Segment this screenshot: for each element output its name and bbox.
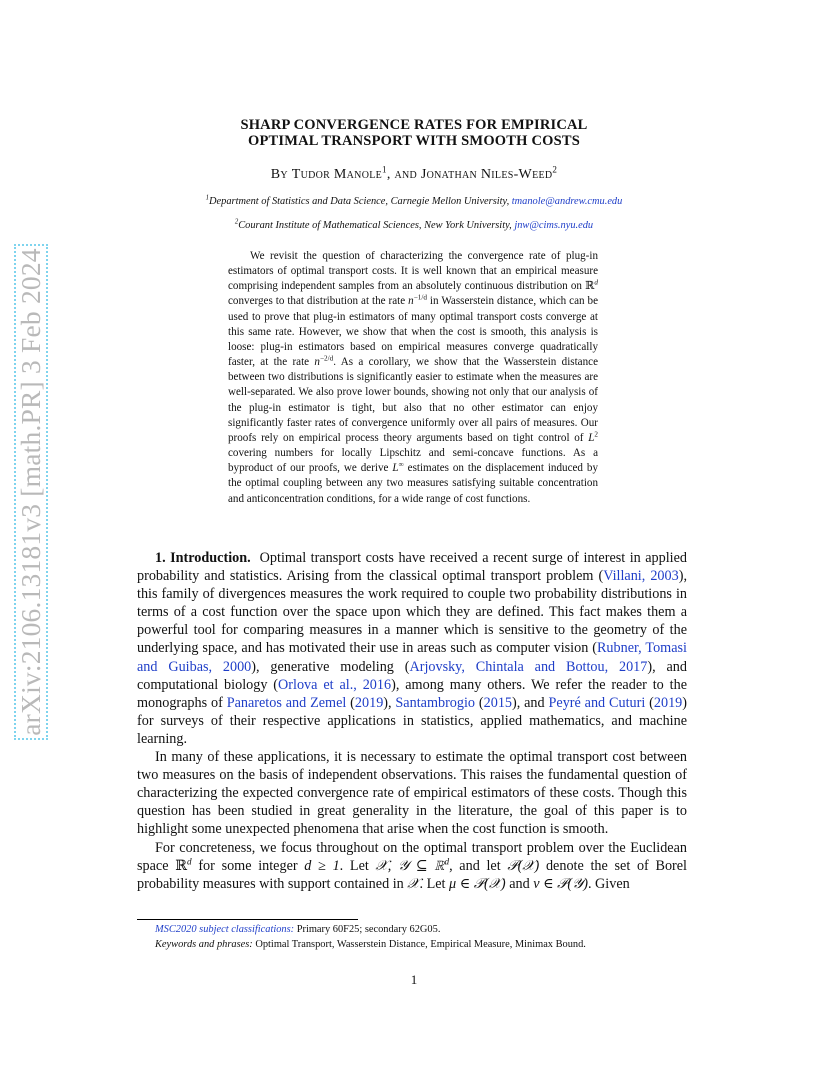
abstract-text: We revisit the question of characterizing the convergence rate of plug-in estimators of optimal transport costs. It is well known that an empirical measure comprising independent samples from an absolutely continuous distribution on ℝ$^d$ converges to that distribution at the rate $n^{-1/d}$ in Wasserstein distance, which can be used to prove that plug-in estimators of many optimal transport costs converge at this same rate. However, we show that when the cost is smooth, this analysis is loose: plug-in estimators based on empirical measures converge quadratically faster, at the rate $n^{-2/d}$. As a corollary, we show that the Wasserstein distance between two distributions is significantly easier to estimate when the measures are well-separated. We also prove lower bounds, showing not only that our analysis of the plug-in estimator is tight, but also that no other estimator can enjoy significantly faster rates of convergence uniformly over all pairs of measures. Our proofs rely on empirical process theory arguments based on tight control of $L^2$ covering numbers for locally Lipschitz and semi-concave functions. As a byproduct of our proofs, we derive L∞ estimates on the displacement induced by the optimal coupling between any two measures satisfying suitable concentration and anticoncentration conditions, for a wide range of cost functions. <box>228 250 599 505</box>
author-1: Tudor Manole <box>291 167 383 182</box>
section-heading: 1. Introduction. <box>155 550 251 566</box>
footnote-msc: MSC2020 subject classifications: Primary 60F25; secondary 62G05. <box>155 924 441 935</box>
email-link-2[interactable]: jnw@cims.nyu.edu <box>514 220 594 231</box>
introduction-section <box>137 549 687 893</box>
affiliation-1: $^1$Department of Statistics and Data Science, Carnegie Mellon University, tmanole@andrew.cmu.edu <box>205 194 623 207</box>
citation-panaretos-year[interactable]: 2019 <box>354 694 384 711</box>
footnote-rule <box>137 919 358 920</box>
arxiv-stamp: arXiv:2106.13181v3 [math.PR] 3 Feb 2024 <box>15 248 46 736</box>
citation-peyre-year[interactable]: 2019 <box>653 694 683 711</box>
msc-link[interactable]: MSC2020 subject classifications: <box>155 924 295 935</box>
email-link-1[interactable]: tmanole@andrew.cmu.edu <box>511 196 623 207</box>
citation-rubner[interactable]: Rubner, Tomasi and Guibas, 2000 <box>137 640 687 675</box>
citation-panaretos[interactable]: Panaretos and Zemel <box>226 694 347 711</box>
paper-title <box>0 117 828 149</box>
affiliation-2: $^2$Courant Institute of Mathematical Sciences, New York University, jnw@cims.nyu.edu <box>234 218 594 231</box>
citation-arjovsky[interactable]: Arjovsky, Chintala and Bottou, 2017 <box>409 658 648 675</box>
citation-orlova[interactable]: Orlova et al., 2016 <box>278 676 392 693</box>
footnote-keywords: Keywords and phrases: Optimal Transport, Wasserstein Distance, Empirical Measure, Minimax Bound. <box>155 939 586 950</box>
intro-paragraph-2: In many of these applications, it is necessary to estimate the optimal transport cost between two measures on the basis of independent observations. This raises the fundamental question of characterizing the expected convergence rate of empirical estimators of these costs. Though this question has been studied in great generality in the literature, the goal of this paper is to highlight some unexpected phenomena that arise when the cost function is smooth. <box>137 749 687 838</box>
author-2: Jonathan Niles-Weed <box>420 167 553 182</box>
title-line-1: SHARP CONVERGENCE RATES FOR EMPIRICAL <box>240 117 588 133</box>
title-line-2: OPTIMAL TRANSPORT WITH SMOOTH COSTS <box>247 133 580 149</box>
abstract <box>228 249 598 507</box>
citation-santambrogio[interactable]: Santambrogio <box>395 694 476 711</box>
citation-peyre[interactable]: Peyré and Cuturi <box>548 694 646 711</box>
page-number: 1 <box>410 972 418 987</box>
intro-paragraph-1: 1. Introduction. Optimal transport costs have received a recent surge of interest in applied probability and statistics. Arising from the classical optimal transport problem (Villani, 2003), this family of divergences measures the work required to couple two probability distributions in terms of a cost function over the space upon which they are defined. This fact makes them a powerful tool for comparing measures in a manner which is sensitive to the geometry of the underlying space, and has motivated their use in areas such as computer vision (Rubner, Tomasi and Guibas, 2000), generative modeling (Arjovsky, Chintala and Bottou, 2017), and computational biology (Orlova et al., 2016), among many others. We refer the reader to the monographs of Panaretos and Zemel (2019), Santambrogio (2015), and Peyré and Cuturi (2019) for surveys of their respective applications in statistics, applied mathematics, and machine learning. <box>137 550 688 747</box>
citation-santambrogio-year[interactable]: 2015 <box>483 694 512 711</box>
intro-paragraph-3: For concreteness, we focus throughout on the optimal transport problem over the Euclidean space ℝ$^d$ for some integer d ≥ 1. Let 𝒳, 𝒴 ⊆ ℝ$^d$, and let 𝒫(𝒳) denote the set of Borel probability measures with support contained in 𝒳. Let μ ∈ 𝒫(𝒳) and ν ∈ 𝒫(𝒴). Given <box>137 839 688 892</box>
author-line: By Tudor Manole$^1$, and Jonathan Niles-Weed$^2$ <box>270 164 558 182</box>
citation-villani[interactable]: Villani, 2003 <box>603 568 679 585</box>
